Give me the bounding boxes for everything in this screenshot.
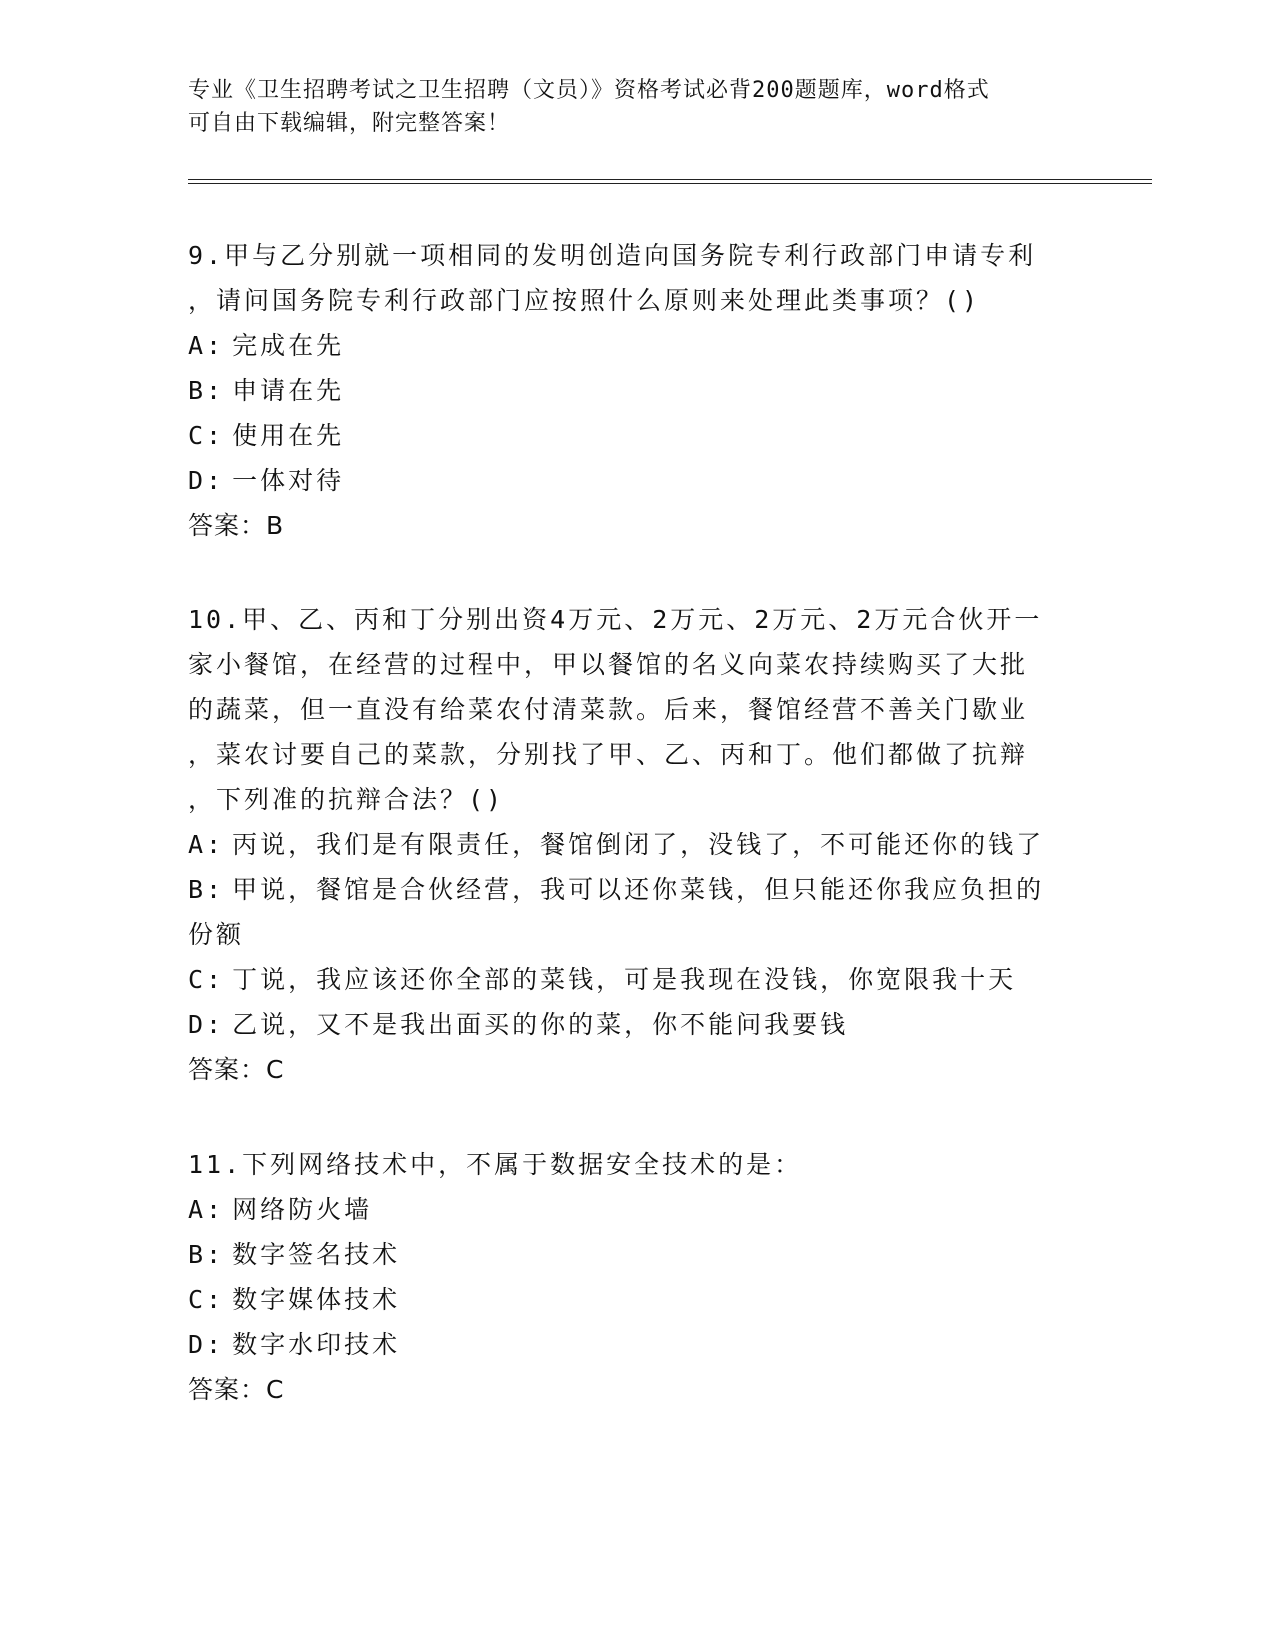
option-text: 申请在先: [232, 376, 345, 405]
option-letter: C:: [188, 1285, 225, 1314]
question-text-line: ，下列准的抗辩合法？(): [188, 785, 505, 814]
option-letter: D:: [188, 1010, 225, 1039]
option-text: 使用在先: [232, 421, 345, 450]
option-letter: B:: [188, 875, 225, 904]
option-letter: C:: [188, 965, 225, 994]
option-text: 一体对待: [232, 466, 345, 495]
option-letter: A:: [188, 1195, 225, 1224]
question-text-line: 的蔬菜，但一直没有给菜农付清菜款。后来，餐馆经营不善关门歇业: [188, 695, 1029, 724]
option-d: [188, 1322, 1088, 1367]
question-11: [188, 1142, 1088, 1413]
option-text: 完成在先: [232, 331, 345, 360]
option-letter: A:: [188, 331, 225, 360]
question-text-line: 11.下列网络技术中，不属于数据安全技术的是：: [188, 1150, 803, 1179]
question-text-line: 10.甲、乙、丙和丁分别出资4万元、2万元、2万元、2万元合伙开一: [188, 605, 1043, 634]
question-text-line: ，请问国务院专利行政部门应按照什么原则来处理此类事项？(): [188, 286, 981, 315]
header-divider-bottom: [188, 183, 1152, 184]
option-b: [188, 1232, 1088, 1277]
option-c: [188, 1277, 1088, 1322]
option-letter: B:: [188, 376, 225, 405]
question-9: [188, 233, 1088, 549]
option-c: [188, 957, 1088, 1002]
option-d: [188, 458, 1088, 503]
answer-line: 答案：C: [188, 1375, 285, 1404]
option-text: 乙说，又不是我出面买的你的菜，你不能问我要钱: [232, 1010, 849, 1039]
document-header: [188, 74, 1088, 140]
option-a: [188, 822, 1088, 867]
question-text-line: 家小餐馆，在经营的过程中，甲以餐馆的名义向菜农持续购买了大批: [188, 650, 1029, 679]
option-text: 甲说，餐馆是合伙经营，我可以还你菜钱，但只能还你我应负担的: [232, 875, 1045, 904]
option-a: [188, 323, 1088, 368]
answer-line: 答案：C: [188, 1055, 285, 1084]
option-text: 丙说，我们是有限责任，餐馆倒闭了，没钱了，不可能还你的钱了: [232, 830, 1045, 859]
option-text: 数字签名技术: [232, 1240, 401, 1269]
answer-line: 答案：B: [188, 511, 285, 540]
option-letter: C:: [188, 421, 225, 450]
option-c: [188, 413, 1088, 458]
header-line-1: 专业《卫生招聘考试之卫生招聘（文员）》资格考试必背200题题库，word格式: [188, 78, 990, 103]
option-b: [188, 867, 1088, 912]
question-10: [188, 597, 1088, 1093]
option-letter: D:: [188, 1330, 225, 1359]
option-b-continuation: 份额: [188, 920, 245, 949]
option-b: [188, 368, 1088, 413]
option-letter: D:: [188, 466, 225, 495]
question-text-line: 9.甲与乙分别就一项相同的发明创造向国务院专利行政部门申请专利: [188, 241, 1037, 270]
option-letter: B:: [188, 1240, 225, 1269]
option-text: 丁说，我应该还你全部的菜钱，可是我现在没钱，你宽限我十天: [232, 965, 1017, 994]
option-text: 数字媒体技术: [232, 1285, 401, 1314]
option-d: [188, 1002, 1088, 1047]
option-text: 数字水印技术: [232, 1330, 401, 1359]
option-letter: A:: [188, 830, 225, 859]
header-line-2: 可自由下载编辑，附完整答案！: [188, 111, 511, 136]
option-a: [188, 1187, 1088, 1232]
question-text-line: ，菜农讨要自己的菜款，分别找了甲、乙、丙和丁。他们都做了抗辩: [188, 740, 1029, 769]
option-text: 网络防火墙: [232, 1195, 373, 1224]
header-divider-top: [188, 179, 1152, 180]
